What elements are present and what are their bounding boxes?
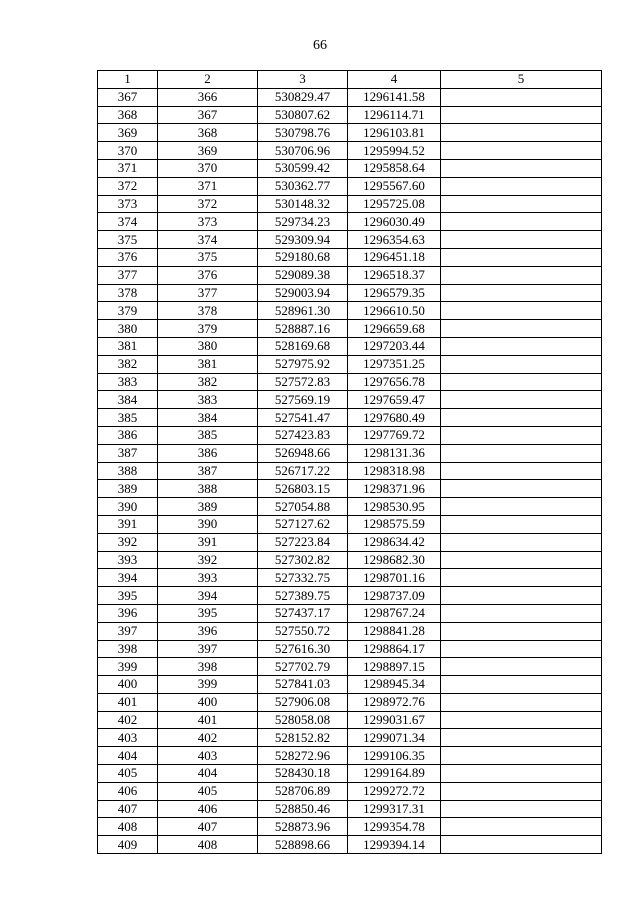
note-cell: [441, 818, 602, 836]
note-cell: [441, 195, 602, 213]
table-row: [98, 266, 602, 284]
y-coordinate-cell: 1295567.60: [348, 177, 441, 195]
table-row: [98, 248, 602, 266]
y-coordinate-cell: 1299164.89: [348, 765, 441, 783]
y-coordinate-cell: 1298634.42: [348, 533, 441, 551]
x-coordinate-cell: 528272.96: [258, 747, 348, 765]
previous-point-cell: 377: [158, 284, 258, 302]
point-number-cell: 392: [98, 533, 158, 551]
previous-point-cell: 403: [158, 747, 258, 765]
point-number-cell: 388: [98, 462, 158, 480]
note-cell: [441, 587, 602, 605]
x-coordinate-cell: 527054.88: [258, 498, 348, 516]
x-coordinate-cell: 530829.47: [258, 88, 348, 106]
previous-point-cell: 381: [158, 355, 258, 373]
table-row: [98, 409, 602, 427]
y-coordinate-cell: 1299106.35: [348, 747, 441, 765]
note-cell: [441, 640, 602, 658]
table-row: [98, 195, 602, 213]
point-number-cell: 402: [98, 711, 158, 729]
note-cell: [441, 302, 602, 320]
y-coordinate-cell: 1296579.35: [348, 284, 441, 302]
point-number-cell: 399: [98, 658, 158, 676]
previous-point-cell: 401: [158, 711, 258, 729]
x-coordinate-cell: 527841.03: [258, 676, 348, 694]
point-number-cell: 373: [98, 195, 158, 213]
x-coordinate-cell: 528152.82: [258, 729, 348, 747]
table-header-row: [98, 71, 602, 89]
previous-point-cell: 388: [158, 480, 258, 498]
previous-point-cell: 389: [158, 498, 258, 516]
y-coordinate-cell: 1298701.16: [348, 569, 441, 587]
note-cell: [441, 729, 602, 747]
x-coordinate-cell: 528873.96: [258, 818, 348, 836]
y-coordinate-cell: 1299317.31: [348, 800, 441, 818]
x-coordinate-cell: 529309.94: [258, 231, 348, 249]
previous-point-cell: 394: [158, 587, 258, 605]
table-row: [98, 765, 602, 783]
table-row: [98, 836, 602, 854]
column-header: 5: [441, 71, 602, 89]
table-row: [98, 177, 602, 195]
point-number-cell: 379: [98, 302, 158, 320]
table-row: [98, 498, 602, 516]
y-coordinate-cell: 1295858.64: [348, 159, 441, 177]
x-coordinate-cell: 530148.32: [258, 195, 348, 213]
point-number-cell: 409: [98, 836, 158, 854]
note-cell: [441, 569, 602, 587]
table-row: [98, 320, 602, 338]
x-coordinate-cell: 527541.47: [258, 409, 348, 427]
y-coordinate-cell: 1297203.44: [348, 337, 441, 355]
point-number-cell: 377: [98, 266, 158, 284]
y-coordinate-cell: 1296030.49: [348, 213, 441, 231]
note-cell: [441, 782, 602, 800]
y-coordinate-cell: 1295994.52: [348, 142, 441, 160]
table-row: [98, 729, 602, 747]
table-row: [98, 711, 602, 729]
note-cell: [441, 266, 602, 284]
note-cell: [441, 498, 602, 516]
table-row: [98, 480, 602, 498]
x-coordinate-cell: 527550.72: [258, 622, 348, 640]
point-number-cell: 385: [98, 409, 158, 427]
y-coordinate-cell: 1299031.67: [348, 711, 441, 729]
point-number-cell: 371: [98, 159, 158, 177]
x-coordinate-cell: 530362.77: [258, 177, 348, 195]
point-number-cell: 376: [98, 248, 158, 266]
x-coordinate-cell: 528961.30: [258, 302, 348, 320]
previous-point-cell: 393: [158, 569, 258, 587]
point-number-cell: 387: [98, 444, 158, 462]
column-header: 4: [348, 71, 441, 89]
previous-point-cell: 376: [158, 266, 258, 284]
note-cell: [441, 658, 602, 676]
point-number-cell: 397: [98, 622, 158, 640]
table-row: [98, 587, 602, 605]
x-coordinate-cell: 527302.82: [258, 551, 348, 569]
table-row: [98, 569, 602, 587]
previous-point-cell: 399: [158, 676, 258, 694]
table-row: [98, 640, 602, 658]
note-cell: [441, 533, 602, 551]
previous-point-cell: 385: [158, 426, 258, 444]
previous-point-cell: 406: [158, 800, 258, 818]
x-coordinate-cell: 527389.75: [258, 587, 348, 605]
y-coordinate-cell: 1299272.72: [348, 782, 441, 800]
y-coordinate-cell: 1299354.78: [348, 818, 441, 836]
table-row: [98, 604, 602, 622]
y-coordinate-cell: 1298897.15: [348, 658, 441, 676]
table-row: [98, 658, 602, 676]
table-row: [98, 551, 602, 569]
previous-point-cell: 391: [158, 533, 258, 551]
note-cell: [441, 106, 602, 124]
y-coordinate-cell: 1296518.37: [348, 266, 441, 284]
y-coordinate-cell: 1298737.09: [348, 587, 441, 605]
point-number-cell: 370: [98, 142, 158, 160]
y-coordinate-cell: 1297659.47: [348, 391, 441, 409]
table-row: [98, 302, 602, 320]
previous-point-cell: 383: [158, 391, 258, 409]
point-number-cell: 395: [98, 587, 158, 605]
page-number: 66: [313, 38, 327, 53]
x-coordinate-cell: 528850.46: [258, 800, 348, 818]
table-row: [98, 159, 602, 177]
note-cell: [441, 284, 602, 302]
previous-point-cell: 387: [158, 462, 258, 480]
table-row: [98, 800, 602, 818]
x-coordinate-cell: 527332.75: [258, 569, 348, 587]
x-coordinate-cell: 530706.96: [258, 142, 348, 160]
note-cell: [441, 213, 602, 231]
x-coordinate-cell: 528430.18: [258, 765, 348, 783]
previous-point-cell: 405: [158, 782, 258, 800]
note-cell: [441, 320, 602, 338]
note-cell: [441, 444, 602, 462]
y-coordinate-cell: 1297351.25: [348, 355, 441, 373]
y-coordinate-cell: 1298945.34: [348, 676, 441, 694]
table-row: [98, 373, 602, 391]
x-coordinate-cell: 527906.08: [258, 693, 348, 711]
y-coordinate-cell: 1296610.50: [348, 302, 441, 320]
table-row: [98, 106, 602, 124]
previous-point-cell: 396: [158, 622, 258, 640]
table-row: [98, 533, 602, 551]
point-number-cell: 372: [98, 177, 158, 195]
x-coordinate-cell: 526717.22: [258, 462, 348, 480]
y-coordinate-cell: 1298841.28: [348, 622, 441, 640]
previous-point-cell: 397: [158, 640, 258, 658]
point-number-cell: 380: [98, 320, 158, 338]
table-row: [98, 676, 602, 694]
table-row: [98, 782, 602, 800]
x-coordinate-cell: 528887.16: [258, 320, 348, 338]
y-coordinate-cell: 1298864.17: [348, 640, 441, 658]
point-number-cell: 393: [98, 551, 158, 569]
y-coordinate-cell: 1298682.30: [348, 551, 441, 569]
note-cell: [441, 462, 602, 480]
note-cell: [441, 515, 602, 533]
point-number-cell: 404: [98, 747, 158, 765]
note-cell: [441, 836, 602, 854]
point-number-cell: 403: [98, 729, 158, 747]
table-row: [98, 693, 602, 711]
x-coordinate-cell: 530798.76: [258, 124, 348, 142]
point-number-cell: 398: [98, 640, 158, 658]
column-header: 1: [98, 71, 158, 89]
x-coordinate-cell: 527975.92: [258, 355, 348, 373]
x-coordinate-cell: 528706.89: [258, 782, 348, 800]
point-number-cell: 389: [98, 480, 158, 498]
previous-point-cell: 404: [158, 765, 258, 783]
note-cell: [441, 409, 602, 427]
table-row: [98, 426, 602, 444]
y-coordinate-cell: 1298318.98: [348, 462, 441, 480]
previous-point-cell: 374: [158, 231, 258, 249]
y-coordinate-cell: 1298371.96: [348, 480, 441, 498]
y-coordinate-cell: 1296659.68: [348, 320, 441, 338]
point-number-cell: 391: [98, 515, 158, 533]
point-number-cell: 396: [98, 604, 158, 622]
y-coordinate-cell: 1298767.24: [348, 604, 441, 622]
previous-point-cell: 400: [158, 693, 258, 711]
point-number-cell: 390: [98, 498, 158, 516]
previous-point-cell: 398: [158, 658, 258, 676]
previous-point-cell: 372: [158, 195, 258, 213]
note-cell: [441, 142, 602, 160]
x-coordinate-cell: 527702.79: [258, 658, 348, 676]
note-cell: [441, 800, 602, 818]
note-cell: [441, 373, 602, 391]
previous-point-cell: 369: [158, 142, 258, 160]
x-coordinate-cell: 529003.94: [258, 284, 348, 302]
table-row: [98, 444, 602, 462]
previous-point-cell: 407: [158, 818, 258, 836]
point-number-cell: 394: [98, 569, 158, 587]
y-coordinate-cell: 1296354.63: [348, 231, 441, 249]
table-row: [98, 462, 602, 480]
table-row: [98, 747, 602, 765]
y-coordinate-cell: 1296141.58: [348, 88, 441, 106]
x-coordinate-cell: 530807.62: [258, 106, 348, 124]
column-header: 3: [258, 71, 348, 89]
previous-point-cell: 392: [158, 551, 258, 569]
note-cell: [441, 159, 602, 177]
coordinates-table: [97, 70, 602, 854]
x-coordinate-cell: 527569.19: [258, 391, 348, 409]
y-coordinate-cell: 1298530.95: [348, 498, 441, 516]
previous-point-cell: 368: [158, 124, 258, 142]
point-number-cell: 375: [98, 231, 158, 249]
note-cell: [441, 622, 602, 640]
x-coordinate-cell: 527223.84: [258, 533, 348, 551]
note-cell: [441, 711, 602, 729]
point-number-cell: 401: [98, 693, 158, 711]
x-coordinate-cell: 529089.38: [258, 266, 348, 284]
point-number-cell: 405: [98, 765, 158, 783]
table-row: [98, 622, 602, 640]
point-number-cell: 384: [98, 391, 158, 409]
table-row: [98, 142, 602, 160]
note-cell: [441, 693, 602, 711]
previous-point-cell: 370: [158, 159, 258, 177]
y-coordinate-cell: 1299071.34: [348, 729, 441, 747]
table-row: [98, 515, 602, 533]
note-cell: [441, 747, 602, 765]
point-number-cell: 369: [98, 124, 158, 142]
y-coordinate-cell: 1298575.59: [348, 515, 441, 533]
x-coordinate-cell: 528898.66: [258, 836, 348, 854]
y-coordinate-cell: 1297680.49: [348, 409, 441, 427]
previous-point-cell: 382: [158, 373, 258, 391]
note-cell: [441, 124, 602, 142]
x-coordinate-cell: 529734.23: [258, 213, 348, 231]
point-number-cell: 374: [98, 213, 158, 231]
x-coordinate-cell: 528169.68: [258, 337, 348, 355]
previous-point-cell: 402: [158, 729, 258, 747]
note-cell: [441, 248, 602, 266]
previous-point-cell: 375: [158, 248, 258, 266]
y-coordinate-cell: 1296103.81: [348, 124, 441, 142]
point-number-cell: 368: [98, 106, 158, 124]
y-coordinate-cell: 1295725.08: [348, 195, 441, 213]
previous-point-cell: 378: [158, 302, 258, 320]
y-coordinate-cell: 1297769.72: [348, 426, 441, 444]
x-coordinate-cell: 527437.17: [258, 604, 348, 622]
point-number-cell: 407: [98, 800, 158, 818]
note-cell: [441, 391, 602, 409]
column-header: 2: [158, 71, 258, 89]
x-coordinate-cell: 528058.08: [258, 711, 348, 729]
previous-point-cell: 380: [158, 337, 258, 355]
table-row: [98, 213, 602, 231]
note-cell: [441, 551, 602, 569]
note-cell: [441, 604, 602, 622]
x-coordinate-cell: 527572.83: [258, 373, 348, 391]
point-number-cell: 381: [98, 337, 158, 355]
table-row: [98, 391, 602, 409]
note-cell: [441, 337, 602, 355]
note-cell: [441, 177, 602, 195]
note-cell: [441, 676, 602, 694]
table-row: [98, 818, 602, 836]
previous-point-cell: 373: [158, 213, 258, 231]
previous-point-cell: 384: [158, 409, 258, 427]
table-row: [98, 124, 602, 142]
note-cell: [441, 480, 602, 498]
y-coordinate-cell: 1296114.71: [348, 106, 441, 124]
point-number-cell: 386: [98, 426, 158, 444]
x-coordinate-cell: 530599.42: [258, 159, 348, 177]
table-row: [98, 337, 602, 355]
note-cell: [441, 426, 602, 444]
table-body: [98, 88, 602, 853]
note-cell: [441, 355, 602, 373]
y-coordinate-cell: 1298972.76: [348, 693, 441, 711]
previous-point-cell: 367: [158, 106, 258, 124]
x-coordinate-cell: 529180.68: [258, 248, 348, 266]
point-number-cell: 400: [98, 676, 158, 694]
x-coordinate-cell: 527127.62: [258, 515, 348, 533]
previous-point-cell: 379: [158, 320, 258, 338]
table-row: [98, 284, 602, 302]
previous-point-cell: 371: [158, 177, 258, 195]
previous-point-cell: 366: [158, 88, 258, 106]
point-number-cell: 378: [98, 284, 158, 302]
table-row: [98, 88, 602, 106]
point-number-cell: 367: [98, 88, 158, 106]
previous-point-cell: 395: [158, 604, 258, 622]
table-row: [98, 231, 602, 249]
y-coordinate-cell: 1298131.36: [348, 444, 441, 462]
point-number-cell: 383: [98, 373, 158, 391]
y-coordinate-cell: 1299394.14: [348, 836, 441, 854]
x-coordinate-cell: 527423.83: [258, 426, 348, 444]
point-number-cell: 382: [98, 355, 158, 373]
point-number-cell: 408: [98, 818, 158, 836]
x-coordinate-cell: 527616.30: [258, 640, 348, 658]
table-row: [98, 355, 602, 373]
previous-point-cell: 408: [158, 836, 258, 854]
previous-point-cell: 390: [158, 515, 258, 533]
y-coordinate-cell: 1296451.18: [348, 248, 441, 266]
y-coordinate-cell: 1297656.78: [348, 373, 441, 391]
previous-point-cell: 386: [158, 444, 258, 462]
x-coordinate-cell: 526803.15: [258, 480, 348, 498]
point-number-cell: 406: [98, 782, 158, 800]
x-coordinate-cell: 526948.66: [258, 444, 348, 462]
note-cell: [441, 231, 602, 249]
note-cell: [441, 765, 602, 783]
note-cell: [441, 88, 602, 106]
